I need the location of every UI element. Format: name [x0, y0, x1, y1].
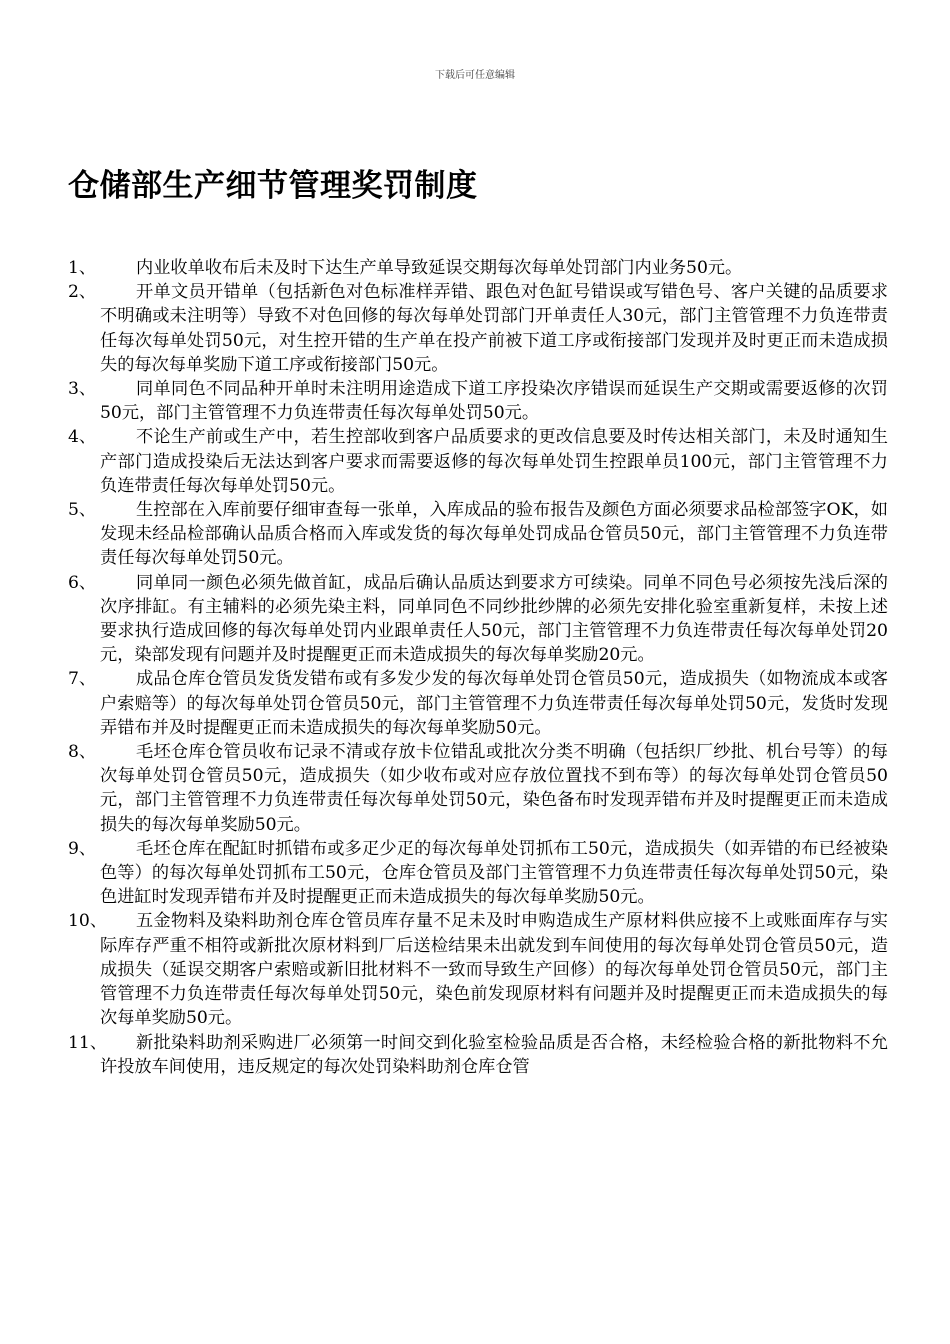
- clause-text: 五金物料及染料助剂仓库仓管员库存量不足未及时申购造成生产原材料供应接不上或账面库存与实际库存严重不相符或新批次原材料到厂后送检结果未出就发到车间使用的每次每单处罚仓管员50元，造成损失（延误交期客户索赔或新旧批材料不一致而导致生产回修）的每次每单处罚仓管员50元，部门主管管理不力负连带责任每次每单处罚50元，染色前发现原材料有问题并及时提醒更正而未造成损失的每次每单奖励50元。: [100, 911, 888, 1029]
- clause-item: [68, 571, 888, 668]
- clause-text: 新批染料助剂采购进厂必须第一时间交到化验室检验品质是否合格，未经检验合格的新批物料不允许投放车间使用，违反规定的每次处罚染料助剂仓库仓管: [100, 1032, 888, 1077]
- clause-number: 2、: [68, 282, 97, 303]
- clause-item: [68, 425, 888, 498]
- clause-item: [68, 280, 888, 377]
- clause-number: 10、: [68, 911, 108, 932]
- clause-text: 毛坯仓库在配缸时抓错布或多疋少疋的每次每单处罚抓布工50元，造成损失（如弄错的布已经被染色等）的每次每单处罚抓布工50元，仓库仓管员及部门主管管理不力负连带责任每次每单处罚50元，染色进缸时发现弄错布并及时提醒更正而未造成损失的每次每单奖励50元。: [100, 838, 888, 908]
- clause-text: 同单同一颜色必须先做首缸，成品后确认品质达到要求方可续染。同单不同色号必须按先浅后深的次序排缸。有主辅料的必须先染主料，同单同色不同纱批纱牌的必须先安排化验室重新复样，未按上述要求执行造成回修的每次每单处罚内业跟单责任人50元，部门主管管理不力负连带责任每次每单处罚20元，染部发现有问题并及时提醒更正而未造成损失的每次每单奖励20元。: [100, 572, 888, 666]
- clause-number: 11、: [68, 1032, 108, 1053]
- clause-number: 1、: [68, 258, 97, 278]
- clause-text: 同单同色不同品种开单时未注明用途造成下道工序投染次序错误而延误生产交期或需要返修的次罚50元，部门主管管理不力负连带责任每次每单处罚50元。: [100, 379, 888, 424]
- clause-item: [68, 256, 888, 280]
- clause-text: 成品仓库仓管员发货发错布或有多发少发的每次每单处罚仓管员50元，造成损失（如物流成本或客户索赔等）的每次每单处罚仓管员50元，部门主管管理不力负连带责任每次每单处罚50元，发货时发现弄错布并及时提醒更正而未造成损失的每次每单奖励50元。: [100, 669, 888, 738]
- clause-number: 5、: [68, 500, 97, 521]
- clause-list: [68, 256, 888, 1079]
- clause-item: [68, 909, 888, 1030]
- clause-item: [68, 740, 888, 837]
- clause-text: 不论生产前或生产中，若生控部收到客户品质要求的更改信息要及时传达相关部门，未及时通知生产部门造成投染后无法达到客户要求而需要返修的每次每单处罚生控跟单员100元，部门主管管理不力负连带责任每次每单处罚50元。: [100, 427, 888, 496]
- clause-text: 毛坯仓库仓管员收布记录不清或存放卡位错乱或批次分类不明确（包括织厂纱批、机台号等）的每次每单处罚仓管员50元，造成损失（如少收布或对应存放位置找不到布等）的每次每单处罚仓管员50元，部门主管管理不力负连带责任每次每单处罚50元，染色备布时发现弄错布并及时提醒更正而未造成损失的每次每单奖励50元。: [100, 742, 888, 835]
- document-title: 仓储部生产细节管理奖罚制度: [68, 168, 478, 204]
- clause-item: [68, 498, 888, 571]
- clause-item: [68, 837, 888, 910]
- clause-text: 内业收单收布后未及时下达生产单导致延误交期每次每单处罚部门内业务50元。: [136, 258, 743, 278]
- clause-item: [68, 667, 888, 740]
- clause-text: 生控部在入库前要仔细审查每一张单，入库成品的验布报告及颜色方面必须要求品检部签字OK，如发现未经品检部确认品质合格而入库或发货的每次每单处罚成品仓管员50元，部门主管管理不力负连带责任每次每单处罚50元。: [100, 500, 888, 569]
- header-note: 下载后可任意编辑: [435, 70, 515, 81]
- clause-number: 3、: [68, 379, 97, 400]
- clause-item: [68, 377, 888, 425]
- clause-item: [68, 1031, 888, 1079]
- clause-number: 9、: [68, 838, 97, 859]
- clause-number: 7、: [68, 669, 97, 690]
- clause-number: 8、: [68, 742, 97, 763]
- clause-text: 开单文员开错单（包括新色对色标准样弄错、跟色对色缸号错误或写错色号、客户关键的品质要求不明确或未注明等）导致不对色回修的每次每单处罚部门开单责任人30元，部门主管管理不力负连带责任每次每单处罚50元，对生控开错的生产单在投产前被下道工序或衔接部门发现并及时更正而未造成损失的每次每单奖励下道工序或衔接部门50元。: [100, 282, 888, 375]
- clause-number: 6、: [68, 572, 97, 593]
- clause-number: 4、: [68, 427, 97, 448]
